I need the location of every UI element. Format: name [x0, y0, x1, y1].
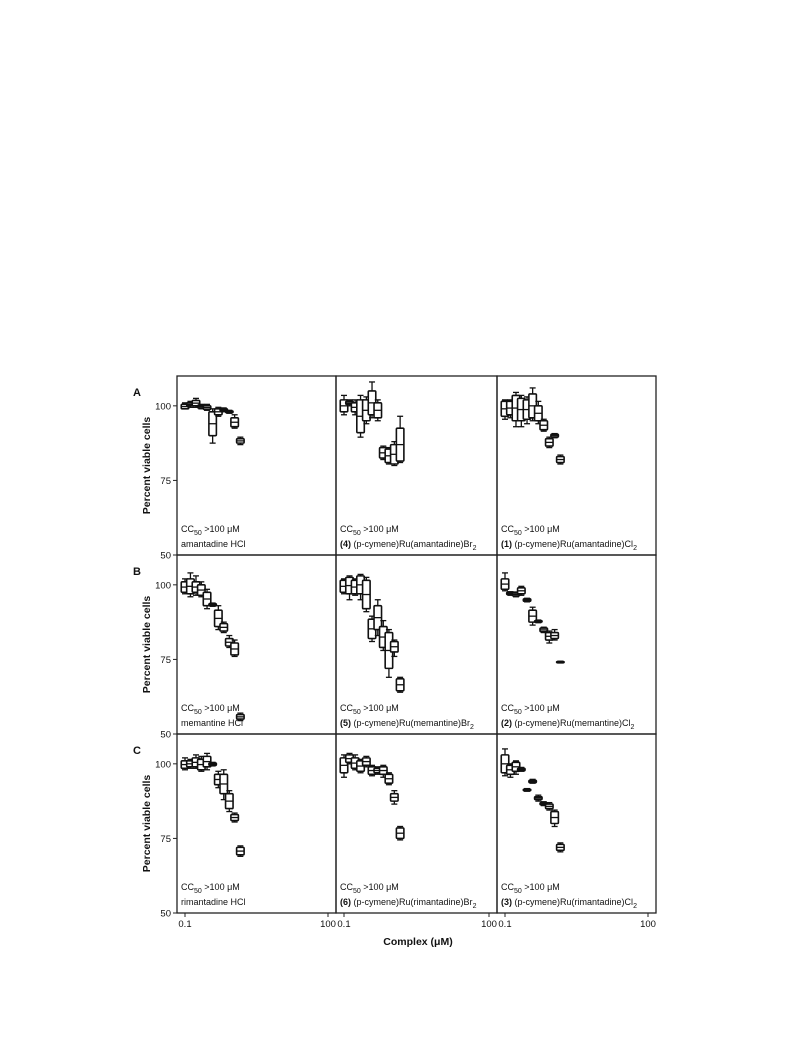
cc50-label: $CC_{50} >100$ μM [501, 524, 560, 537]
panel-a2 [336, 376, 497, 555]
cc50-label: $CC_{50} >100$ μM [340, 524, 399, 537]
panel-b3 [497, 555, 656, 734]
compound-label: (2) $(p-cymene)Ru(memantine)Cl_2$ [501, 718, 635, 731]
y-tick-label: 75 [160, 833, 171, 845]
box-plot [557, 455, 565, 464]
x-tick-label: 0.1 [337, 919, 351, 930]
y-axis-label: Percent viable cells [141, 595, 153, 694]
box-plot [231, 640, 239, 656]
compound-label: (5) $(p-cymene)Ru(memantine)Br_2$ [340, 718, 474, 731]
y-tick-label: 100 [155, 759, 171, 771]
panel-a3 [497, 376, 656, 555]
box-plot [523, 598, 531, 602]
box-plot [385, 773, 393, 785]
box-plot [203, 753, 211, 769]
box-plot [363, 577, 371, 611]
box-plot [391, 791, 399, 804]
box-plot [209, 762, 217, 766]
box-plot [363, 756, 371, 766]
y-axis-label: Percent viable cells [141, 774, 153, 873]
compound-label: rimantadine HCl [181, 897, 246, 907]
box-plot [546, 437, 554, 447]
box-plot [396, 677, 404, 692]
cc50-label: $CC_{50} >100$ μM [340, 882, 399, 895]
panel-b2 [336, 555, 497, 734]
row-label-c: C [133, 745, 141, 757]
box-plot [396, 416, 404, 462]
box-plot [231, 415, 239, 428]
cc50-label: $CC_{50} >100$ μM [181, 524, 240, 537]
box-plot [546, 803, 554, 810]
box-plot [237, 437, 245, 444]
x-tick-label: 0.1 [178, 919, 192, 930]
compound-label: memantine HCl [181, 718, 244, 728]
box-plot [385, 630, 393, 678]
y-tick-label: 75 [160, 475, 171, 487]
box-plot [557, 661, 565, 663]
y-tick-label: 100 [155, 401, 171, 413]
compound-label: (6) $(p-cymene)Ru(rimantadine)Br_2$ [340, 897, 477, 910]
box-plot [535, 620, 543, 623]
y-tick-label: 50 [160, 729, 171, 741]
box-plot [551, 434, 559, 438]
box-plot [529, 779, 537, 783]
y-axis-label: Percent viable cells [141, 416, 153, 515]
box-plot [518, 767, 526, 771]
cc50-label: $CC_{50} >100$ μM [181, 703, 240, 716]
x-tick-label: 0.1 [498, 919, 512, 930]
box-plot [220, 622, 228, 632]
panel-c3 [497, 734, 656, 930]
box-plot [535, 795, 543, 801]
box-plot [523, 789, 531, 792]
box-plot [226, 791, 234, 812]
row-label-b: B [133, 566, 141, 578]
y-tick-label: 50 [160, 908, 171, 920]
box-plot [226, 410, 234, 413]
row-label-a: A [133, 387, 141, 399]
compound-label: amantadine HCl [181, 539, 246, 549]
box-plot [540, 627, 548, 632]
cc50-label: $CC_{50} >100$ μM [181, 882, 240, 895]
box-plot [396, 826, 404, 839]
panel-a1 [133, 376, 336, 562]
cc50-label: $CC_{50} >100$ μM [340, 703, 399, 716]
compound-label: (4) $(p-cymene)Ru(amantadine)Br_2$ [340, 539, 477, 552]
y-tick-label: 50 [160, 550, 171, 562]
box-plot [231, 813, 239, 822]
cc50-label: $CC_{50} >100$ μM [501, 882, 560, 895]
box-plot [557, 843, 565, 852]
panel-c1 [133, 734, 336, 930]
box-plot [374, 400, 382, 421]
compound-label: (3) $(p-cymene)Ru(rimantadine)Cl_2$ [501, 897, 637, 910]
y-tick-label: 75 [160, 654, 171, 666]
x-tick-label: 100 [640, 919, 656, 930]
box-plot [551, 810, 559, 826]
compound-label: (1) $(p-cymene)Ru(amantadine)Cl_2$ [501, 539, 637, 552]
x-tick-label: 100 [481, 919, 497, 930]
panel-b1 [133, 555, 336, 741]
x-tick-label: 100 [320, 919, 336, 930]
box-plot [540, 419, 548, 431]
box-plot [501, 573, 509, 591]
x-axis-label: Complex (μM) [383, 936, 453, 948]
box-plot [209, 603, 217, 606]
panel-c2 [336, 734, 497, 930]
box-plot [518, 586, 526, 595]
y-tick-label: 100 [155, 580, 171, 592]
cc50-label: $CC_{50} >100$ μM [501, 703, 560, 716]
box-plot [237, 846, 245, 856]
